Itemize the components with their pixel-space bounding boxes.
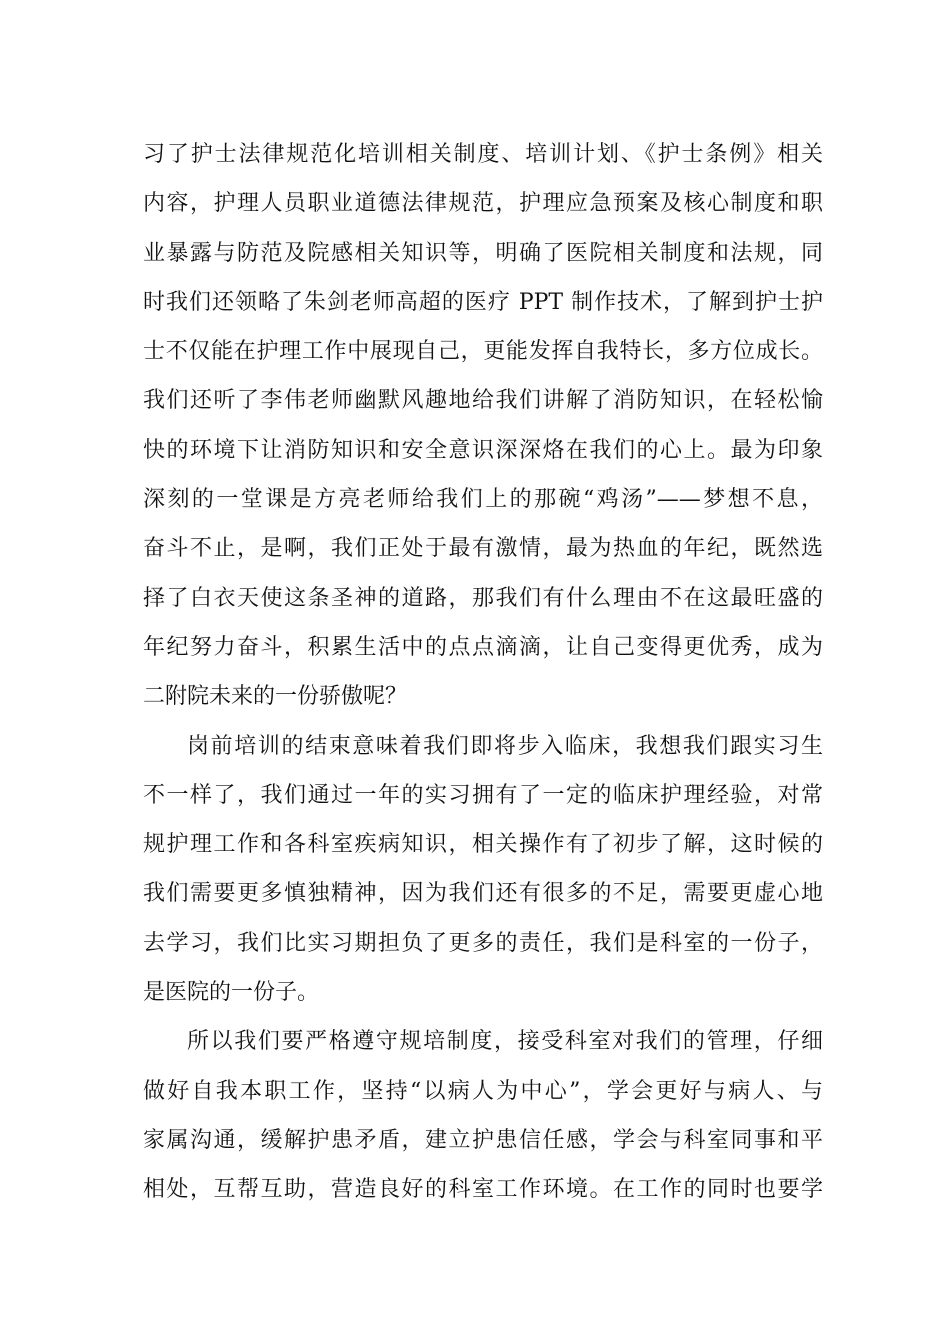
text-line: 不一样了，我们通过一年的实习拥有了一定的临床护理经验，对常 <box>143 782 823 808</box>
text-line: 是医院的一份子。 <box>143 980 320 1006</box>
text-line: 家属沟通，缓解护患矛盾，建立护患信任感，学会与科室同事和平 <box>143 1127 823 1153</box>
text-line: 做好自我本职工作，坚持“以病人为中心”，学会更好与病人、与 <box>143 1078 823 1104</box>
paragraph-first-line: 岗前培训的结束意味着我们即将步入临床，我想我们跟实习生 <box>187 733 823 759</box>
text-line: 内容，护理人员职业道德法律规范，护理应急预案及核心制度和职 <box>143 191 823 217</box>
text-line: 我们还听了李伟老师幽默风趣地给我们讲解了消防知识，在轻松愉 <box>143 388 823 414</box>
text-line: 业暴露与防范及院感相关知识等，明确了医院相关制度和法规，同 <box>143 240 823 266</box>
text-line: 我们需要更多慎独精神，因为我们还有很多的不足，需要更虚心地 <box>143 881 823 907</box>
text-line: 相处，互帮互助，营造良好的科室工作环境。在工作的同时也要学 <box>143 1177 823 1203</box>
text-line: 时我们还领略了朱剑老师高超的医疗 PPT 制作技术，了解到护士护 <box>143 289 823 315</box>
text-line: 二附院未来的一份骄傲呢？ <box>143 684 408 710</box>
text-line: 择了白衣天使这条圣神的道路，那我们有什么理由不在这最旺盛的 <box>143 585 823 611</box>
text-line: 规护理工作和各科室疾病知识，相关操作有了初步了解，这时候的 <box>143 832 823 858</box>
text-line: 士不仅能在护理工作中展现自己，更能发挥自我特长，多方位成长。 <box>143 339 823 365</box>
text-line: 深刻的一堂课是方亮老师给我们上的那碗“鸡汤”——梦想不息， <box>143 487 823 513</box>
text-line: 快的环境下让消防知识和安全意识深深烙在我们的心上。最为印象 <box>143 437 823 463</box>
paragraph-first-line: 所以我们要严格遵守规培制度，接受科室对我们的管理，仔细 <box>187 1029 823 1055</box>
body-text <box>143 130 823 1215</box>
text-line: 年纪努力奋斗，积累生活中的点点滴滴，让自己变得更优秀，成为 <box>143 634 823 660</box>
text-line: 习了护士法律规范化培训相关制度、培训计划、《护士条例》相关 <box>143 142 823 167</box>
text-line: 去学习，我们比实习期担负了更多的责任，我们是科室的一份子， <box>143 930 823 956</box>
text-line: 奋斗不止，是啊，我们正处于最有激情，最为热血的年纪，既然选 <box>143 536 823 562</box>
